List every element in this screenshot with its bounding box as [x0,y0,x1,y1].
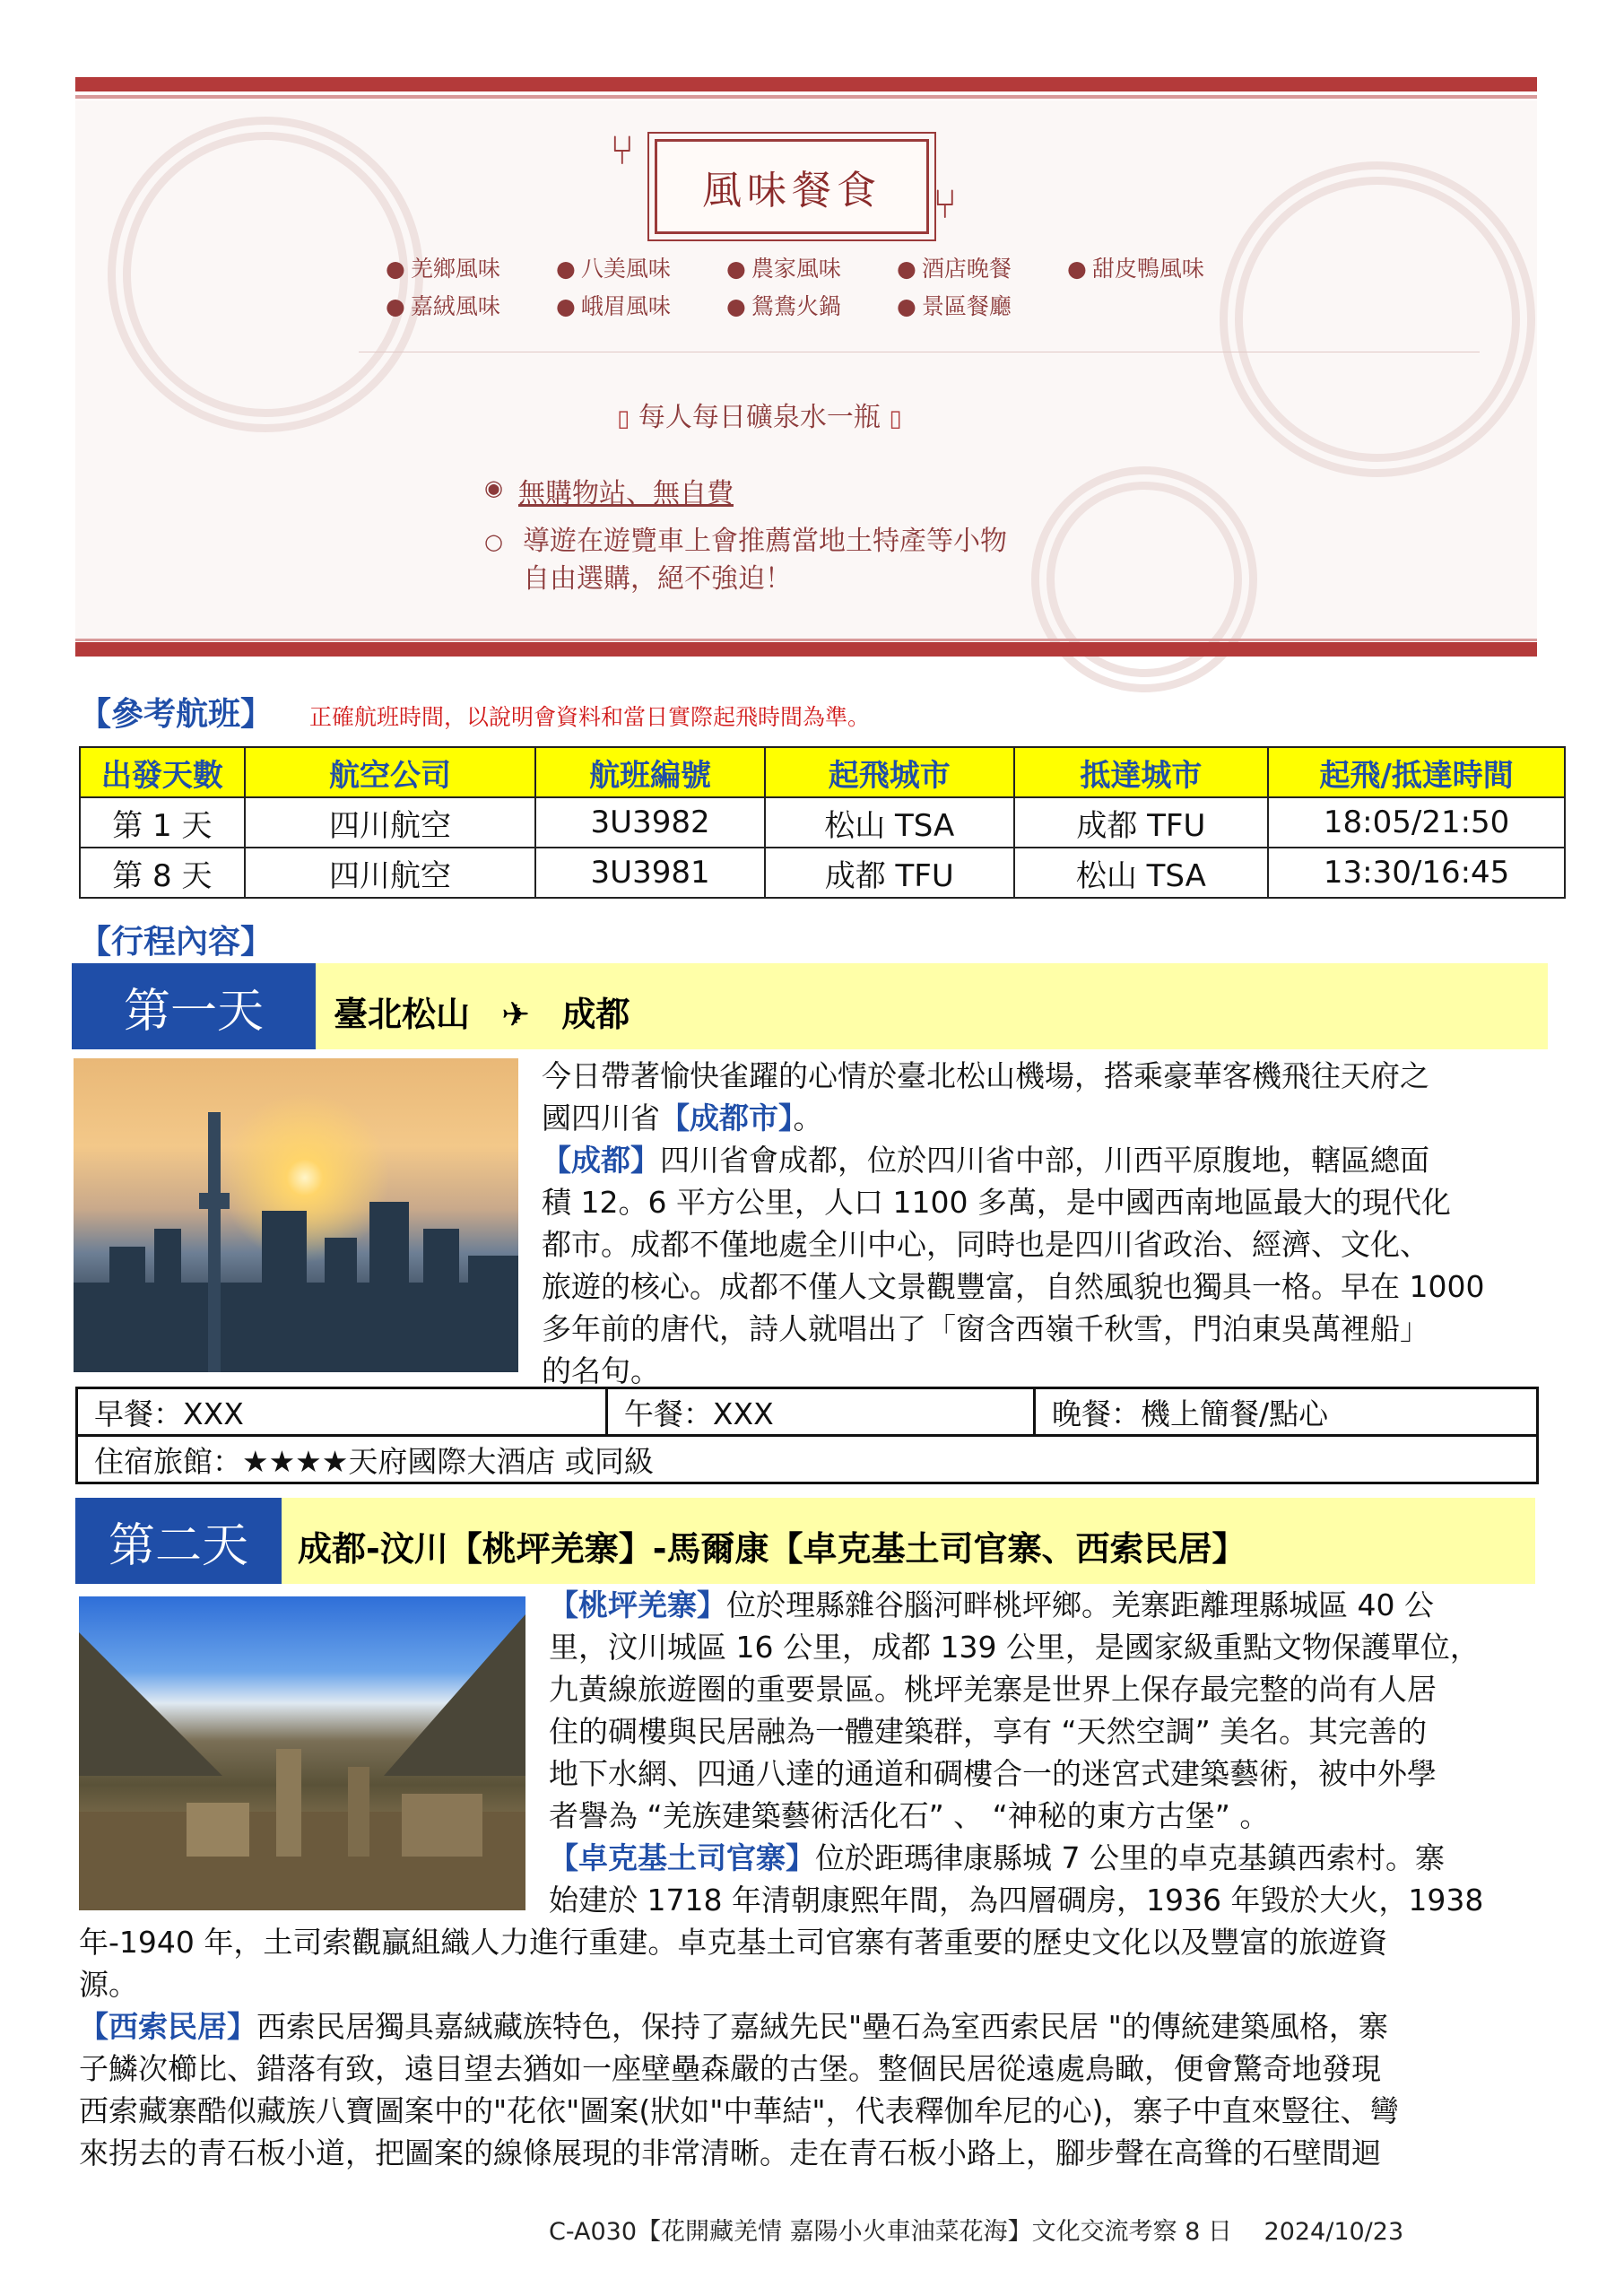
fork-knife-icon: ⑂ [933,179,958,228]
table-cell: 四川航空 [245,848,535,898]
decorative-swirl [108,117,423,432]
food-item: ● 農家風味 [726,256,841,282]
airplane-icon: ✈ [501,995,531,1034]
food-item: ● 八美風味 [556,256,671,282]
table-row [80,848,1565,898]
table-cell: 成都 TFU [765,848,1014,898]
day1-description: 今日帶著愉快雀躍的心情於臺北松山機場，搭乘豪華客機飛往天府之 國四川省【成都市】。 【成都】四川省會成都，位於四川省中部，川西平原腹地，轄區總面 積 12。6 平方公里，人口 1100 多萬，是中國西南地區最大的現代化 都市。成都不僅地處全川中心，同時也是四川省政治、經濟、文化、 旅遊的核心。成都不僅人文景觀豐富，自然風貌也獨具一格。早在 1000 多年前的唐代，詩人就唱出了「窗含西嶺千秋雪，門泊東吳萬裡船」 的名句。 [542,1058,1485,1388]
table-cell: 3U3981 [535,848,765,898]
flights-heading: 【參考航班】 [79,696,274,733]
decorative-swirl [1220,161,1535,477]
itinerary-heading: 【行程內容】 [79,924,274,961]
column-header: 抵達城市 [1014,747,1269,797]
flights-table [79,746,1566,899]
bottle-icon: ▯ [889,405,902,432]
chengdu-skyline-photo [74,1058,518,1372]
food-item: ● 羌鄉風味 [386,256,500,282]
table-cell: 松山 TSA [1014,848,1269,898]
breakfast-cell: 早餐：XXX [77,1388,607,1436]
column-header: 起飛/抵達時間 [1268,747,1565,797]
no-shopping-note: 無購物站、無自費 [518,478,734,509]
food-item: ● 酒店晚餐 [897,256,1012,282]
day2-description-top: 【桃坪羌寨】位於理縣雜谷腦河畔桃坪鄉。羌寨距離理縣城區 40 公 里，汶川城區 16 公里，成都 139 公里，是國家級重點文物保護單位， 九黃線旅遊圈的重要景區。桃坪羌寨是世界上保存最完整的尚有人居 住的碉樓與民居融為一體建築群，享有 “天然空調” 美名。其完善的 地下水網、四通八達的通道和碉樓合一的迷宮式建築藝術，被中外學 者譽為 “羌族建築藝術活化石” 、 “神秘的東方古堡” 。 【卓克基土司官寨】位於距瑪律康縣城 7 公里的卓克基鎮西索村。寨 始建於 1718 年清朝康熙年間，為四層碉房，1936 年毀於大火，1938 [549,1587,1484,1918]
food-item: ● 景區餐廳 [897,293,1012,319]
dinner-cell: 晚餐：機上簡餐/點心 [1035,1388,1538,1436]
table-cell: 第 8 天 [80,848,245,898]
food-item: ● 嘉絨風味 [386,293,500,319]
bottle-icon: ▯ [617,405,630,432]
table-header-row [80,747,1565,797]
flights-note: 正確航班時間，以說明會資料和當日實際起飛時間為準。 [309,704,871,730]
column-header: 航空公司 [245,747,535,797]
top-band [75,77,1537,91]
table-cell: 第 1 天 [80,797,245,848]
water-note: ▯ 每人每日礦泉水一瓶 ▯ [617,402,902,433]
column-header: 出發天數 [80,747,245,797]
decorative-swirl [1031,466,1257,692]
table-cell: 松山 TSA [765,797,1014,848]
day2-description-bottom: 年-1940 年，土司索觀贏組織人力進行重建。卓克基土司官寨有著重要的歷史文化以及豐富的旅遊資 源。 【西索民居】西索民居獨具嘉絨藏族特色，保持了嘉絨先民"壘石為室西索民居 "的傳統建築風格，寨 子鱗次櫛比、錯落有致，遠目望去猶如一座壁壘森嚴的古堡。整個民居從遠處鳥瞰，便會驚奇地發現 西索藏寨酷似藏族八寶圖案中的"花依"圖案(狀如"中華結"，代表釋伽牟尼的心)，寨子中直來豎往、彎 來拐去的青石板小道，把圖案的線條展現的非常清晰。走在青石板小路上，腳步聲在高聳的石壁間迴 [79,1925,1400,2170]
column-header: 航班編號 [535,747,765,797]
food-item: ● 甜皮鴨風味 [1067,256,1204,282]
table-cell: 13:30/16:45 [1268,848,1565,898]
day2-tag: 第二天 [75,1498,282,1584]
table-cell: 3U3982 [535,797,765,848]
bullet-icon: ○ [484,529,503,554]
food-item: ● 鴛鴦火鍋 [726,293,841,319]
bottom-band [75,642,1537,657]
day1-title: 臺北松山 ✈ 成都 [334,995,630,1034]
bullet-icon: ◉ [484,475,503,500]
top-band-thin [75,95,1537,99]
day1-tag: 第一天 [72,963,316,1049]
fork-spoon-icon: ⑂ [610,126,635,174]
hotel-cell: 住宿旅館：★★★★天府國際大酒店 或同級 [77,1436,1538,1483]
food-title: 風味餐食 [655,139,929,234]
table-row [80,797,1565,848]
table-row [77,1388,1538,1436]
food-item: ● 峨眉風味 [556,293,671,319]
guide-note: 導遊在遊覽車上會推薦當地土特產等小物 自由選購，絕不強迫！ [523,526,1007,595]
table-cell: 四川航空 [245,797,535,848]
lunch-cell: 午餐：XXX [606,1388,1034,1436]
column-header: 起飛城市 [765,747,1014,797]
page-footer: C-A030【花開藏羌情 嘉陽小火車油菜花海】文化交流考察 8 日 2024/10/23 [549,2218,1404,2246]
taoping-village-photo [79,1596,525,1910]
table-cell: 成都 TFU [1014,797,1269,848]
bottom-band-thin [75,639,1537,641]
day1-meals-table [75,1387,1539,1484]
table-cell: 18:05/21:50 [1268,797,1565,848]
table-row [77,1436,1538,1483]
day2-title: 成都-汶川【桃坪羌寨】-馬爾康【卓克基土司官寨、西索民居】 [298,1529,1246,1569]
